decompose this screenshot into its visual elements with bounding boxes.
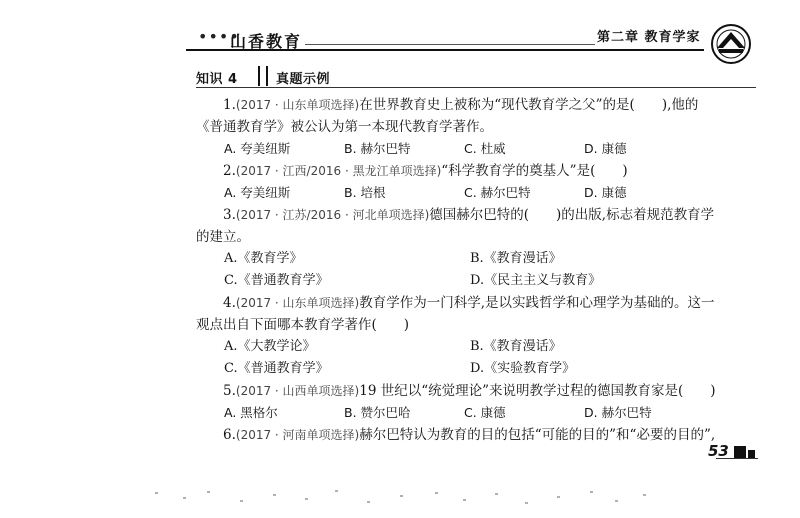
section-heading	[196, 66, 756, 88]
question-number: 1.	[223, 97, 236, 113]
option-b[interactable]: B. 赞尔巴哈	[344, 405, 411, 420]
option-a[interactable]: A. 夸美纽斯	[224, 185, 291, 200]
answer-options-row-2	[196, 270, 758, 292]
option-b[interactable]: B.《教育漫话》	[470, 339, 562, 354]
answer-options-row-1	[196, 336, 758, 358]
page-marker-small-icon	[748, 450, 755, 458]
question-text: 德国赫尔巴特的( )的出版,标志着规范教育学	[429, 207, 715, 223]
answer-options-row-1	[196, 248, 758, 270]
question-number: 3.	[223, 207, 236, 223]
page-number: 53	[708, 442, 729, 460]
footer-rule	[716, 458, 758, 459]
question-number: 2.	[223, 163, 236, 179]
answer-options	[196, 182, 758, 204]
question-text-continued: 《普通教育学》被公认为第一本现代教育学著作。	[196, 119, 493, 135]
chapter-title: 第二章 教育学家	[597, 30, 701, 45]
question-text: 19 世纪以“统觉理论”来说明教学过程的德国教育家是( )	[359, 383, 716, 399]
question-text: 在世界教育史上被称为“现代教育学之父”的是( ),他的	[359, 97, 699, 113]
publisher-badge-icon	[708, 22, 754, 66]
question-text-continued: 观点出自下面哪本教育学著作( )	[196, 317, 410, 333]
publisher-logo-text: 山香教育	[230, 32, 303, 51]
logo-dots: ••••	[198, 27, 240, 46]
question-stem	[196, 94, 758, 116]
question-stem	[196, 160, 758, 182]
question-source: (2017 · 山西单项选择)	[235, 384, 360, 398]
question-2	[196, 160, 758, 204]
scan-noise	[145, 488, 665, 508]
question-number: 4.	[223, 295, 236, 311]
answer-options-row-2	[196, 358, 758, 380]
option-c[interactable]: C.《普通教育学》	[224, 273, 329, 288]
question-number: 5.	[223, 383, 236, 399]
option-c[interactable]: C. 杜威	[464, 141, 506, 156]
question-source: (2017 · 山东单项选择)	[235, 296, 360, 310]
option-a[interactable]: A.《大教学论》	[224, 339, 316, 354]
question-1	[196, 94, 758, 160]
option-d[interactable]: D. 康德	[584, 141, 627, 156]
option-c[interactable]: C.《普通教育学》	[224, 361, 329, 376]
option-d[interactable]: D. 赫尔巴特	[584, 405, 652, 420]
question-stem	[196, 292, 758, 314]
answer-options	[196, 138, 758, 160]
question-3	[196, 204, 758, 292]
option-b[interactable]: B. 培根	[344, 185, 386, 200]
section-number: 知识 4	[196, 72, 238, 87]
question-text: “科学教育学的奠基人”是( )	[441, 163, 628, 179]
option-c[interactable]: C. 康德	[464, 405, 506, 420]
question-number: 6.	[223, 427, 236, 443]
question-source: (2017 · 江苏/2016 · 河北单项选择)	[235, 208, 430, 222]
question-source: (2017 · 河南单项选择)	[235, 428, 360, 442]
option-a[interactable]: A.《教育学》	[224, 251, 303, 266]
header-thin-rule	[305, 44, 595, 45]
option-d[interactable]: D.《实验教育学》	[470, 361, 576, 376]
question-list	[196, 94, 758, 446]
option-a[interactable]: A. 夸美纽斯	[224, 141, 291, 156]
option-d[interactable]: D.《民主主义与教育》	[470, 273, 602, 288]
section-divider	[258, 66, 268, 86]
option-c[interactable]: C. 赫尔巴特	[464, 185, 531, 200]
section-title: 真题示例	[276, 72, 331, 87]
option-b[interactable]: B. 赫尔巴特	[344, 141, 411, 156]
answer-options	[196, 402, 758, 424]
question-5	[196, 380, 758, 424]
question-text: 赫尔巴特认为教育的目的包括“可能的目的”和“必要的目的”,	[359, 427, 716, 443]
option-d[interactable]: D. 康德	[584, 185, 627, 200]
option-b[interactable]: B.《教育漫话》	[470, 251, 562, 266]
question-stem	[196, 204, 758, 226]
question-4	[196, 292, 758, 380]
section-underline	[196, 87, 756, 88]
question-text-continued: 的建立。	[196, 229, 250, 245]
page-header	[0, 0, 800, 64]
question-source: (2017 · 山东单项选择)	[235, 98, 360, 112]
header-rule	[186, 49, 704, 51]
question-stem	[196, 380, 758, 402]
page-marker-icon	[734, 446, 746, 458]
question-stem	[196, 424, 758, 446]
question-text: 教育学作为一门科学,是以实践哲学和心理学为基础的。这一	[359, 295, 715, 311]
option-a[interactable]: A. 黑格尔	[224, 405, 278, 420]
question-source: (2017 · 江西/2016 · 黑龙江单项选择)	[235, 164, 442, 178]
question-6	[196, 424, 758, 446]
